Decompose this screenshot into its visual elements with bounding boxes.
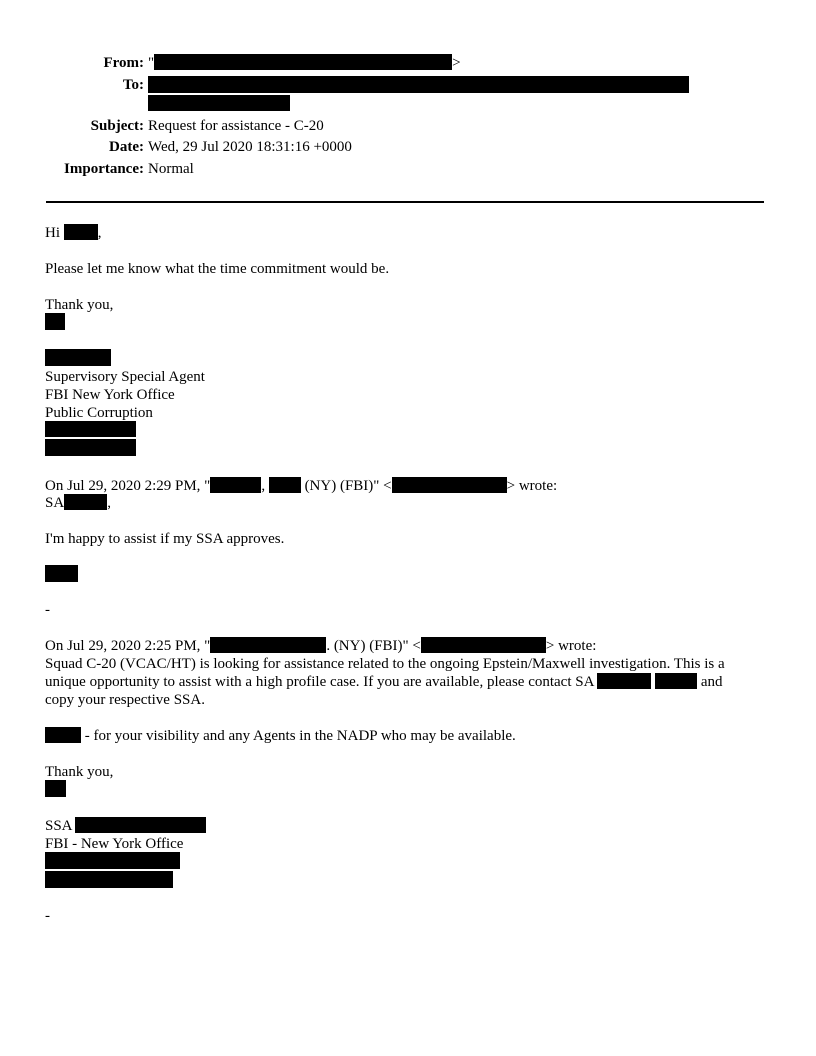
quote1-salutation-text: SA <box>45 495 65 511</box>
signature-title: Supervisory Special Agent <box>45 369 205 385</box>
quote2-para1-line2-end: and <box>700 674 723 690</box>
header-divider <box>46 201 764 203</box>
importance-value: Normal <box>148 161 194 177</box>
quote2-intro-start: On Jul 29, 2020 2:25 PM, " <box>45 638 211 654</box>
redaction <box>421 637 546 653</box>
redaction <box>392 477 507 493</box>
quote2-para1-line2 <box>45 673 723 691</box>
redaction <box>45 439 136 456</box>
redaction <box>45 349 111 366</box>
redaction <box>45 421 136 437</box>
quote2-intro-end: > wrote: <box>545 638 597 654</box>
signature-unit: Public Corruption <box>45 405 153 421</box>
subject-value: Request for assistance - C-20 <box>148 118 324 134</box>
quote1-intro-mid: (NY) (FBI)" < <box>304 478 392 494</box>
importance-label: Importance: <box>64 161 144 177</box>
date-value: Wed, 29 Jul 2020 18:31:16 +0000 <box>148 139 352 155</box>
quote2-separator: - <box>45 908 50 924</box>
quote2-intro-mid: . (NY) (FBI)" < <box>326 638 421 654</box>
redaction <box>655 673 697 689</box>
redaction <box>45 727 81 743</box>
redaction <box>45 565 78 582</box>
quote2-sig-prefix: SSA <box>45 818 72 834</box>
quote2-para1-line2-start: unique opportunity to assist with a high profile case. If you are available, please contact SA <box>45 674 594 690</box>
quote1-intro-comma: , <box>261 478 266 494</box>
from-prefix: " <box>148 55 155 71</box>
to-label: To: <box>122 77 144 93</box>
redaction <box>45 871 173 888</box>
reply-closing: Thank you, <box>45 297 114 313</box>
redaction <box>210 477 261 493</box>
quote2-para2 <box>45 727 516 745</box>
quote1-salutation-punct: , <box>107 495 111 511</box>
quote2-para1-line3: copy your respective SSA. <box>45 692 205 708</box>
quote1-separator: - <box>45 602 50 618</box>
subject-label: Subject: <box>90 118 144 134</box>
quote2-para2-text: - for your visibility and any Agents in the NADP who may be available. <box>84 728 516 744</box>
redaction <box>45 313 65 330</box>
redaction <box>45 852 180 869</box>
quote1-intro <box>45 477 557 495</box>
redaction <box>210 637 326 653</box>
quote2-intro <box>45 637 596 655</box>
from-value <box>148 54 461 72</box>
greeting-punct: , <box>97 225 102 241</box>
from-label: From: <box>103 55 144 71</box>
redaction <box>148 95 290 111</box>
redaction <box>75 817 206 833</box>
quote2-para1-line1: Squad C-20 (VCAC/HT) is looking for assistance related to the ongoing Epstein/Maxwell investigation. This is a <box>45 656 725 672</box>
date-label: Date: <box>109 139 144 155</box>
reply-body: Please let me know what the time commitment would be. <box>45 261 390 277</box>
greeting: Hi <box>45 225 60 241</box>
redaction <box>148 76 689 93</box>
redaction <box>597 673 651 689</box>
redaction <box>64 224 98 240</box>
quote1-salutation <box>45 494 111 512</box>
quote2-closing: Thank you, <box>45 764 114 780</box>
redaction <box>64 494 107 510</box>
quote2-sig-office: FBI - New York Office <box>45 836 184 852</box>
greeting-line <box>45 224 102 242</box>
quote1-intro-end: > wrote: <box>506 478 558 494</box>
quote1-intro-start: On Jul 29, 2020 2:29 PM, " <box>45 478 211 494</box>
from-suffix: > <box>452 55 461 71</box>
redaction <box>269 477 301 493</box>
quote2-sig-line <box>45 817 206 835</box>
redaction <box>154 54 452 70</box>
redaction <box>45 780 66 797</box>
quote1-body: I'm happy to assist if my SSA approves. <box>45 531 285 547</box>
signature-office: FBI New York Office <box>45 387 175 403</box>
